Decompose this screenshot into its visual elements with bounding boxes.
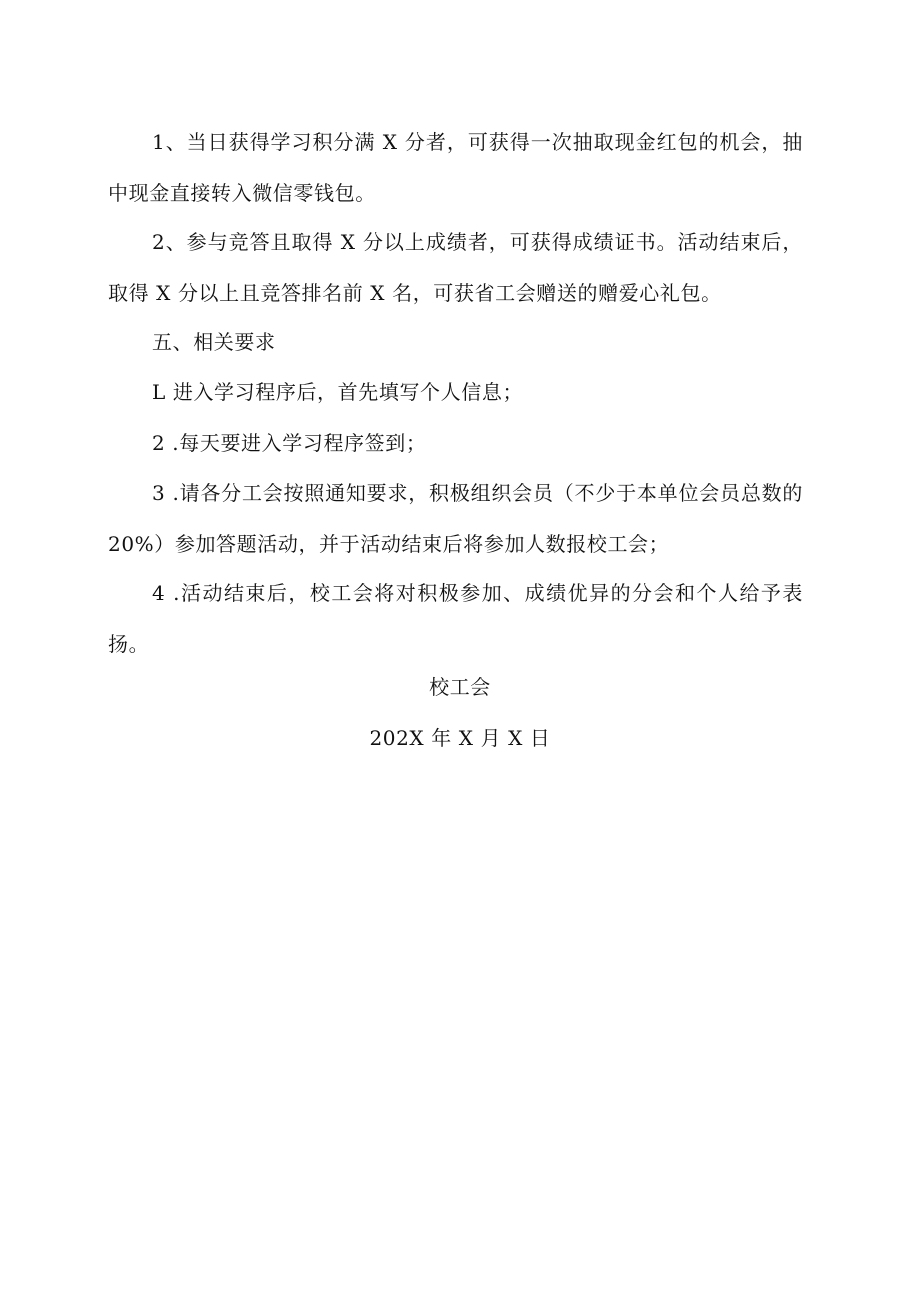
requirement-item-2: 2 .每天要进入学习程序签到； (152, 431, 427, 455)
requirement-item-1: L 进入学习程序后，首先填写个人信息； (152, 380, 524, 404)
section-heading-requirements: 五、相关要求 (152, 330, 276, 354)
requirement-item-4: 4 .活动结束后，校工会将对积极参加、成绩优异的分会和个人给予表扬。 (108, 581, 803, 656)
reward-item-1: 1、当日获得学习积分满 X 分者，可获得一次抽取现金红包的机会，抽中现金直接转入微信零钱包。 (108, 130, 803, 205)
requirement-item-3: 3 .请各分工会按照通知要求，积极组织会员（不少于本单位会员总数的 20%）参加答题活动，并于活动结束后将参加人数报校工会； (108, 481, 803, 556)
signature-date: 202X 年 X 月 X 日 (369, 726, 551, 750)
reward-item-2: 2、参与竞答且取得 X 分以上成绩者，可获得成绩证书。活动结束后，取得 X 分以上且竞答排名前 X 名，可获省工会赠送的赠爱心礼包。 (108, 230, 803, 305)
signature-organization: 校工会 (429, 675, 491, 699)
